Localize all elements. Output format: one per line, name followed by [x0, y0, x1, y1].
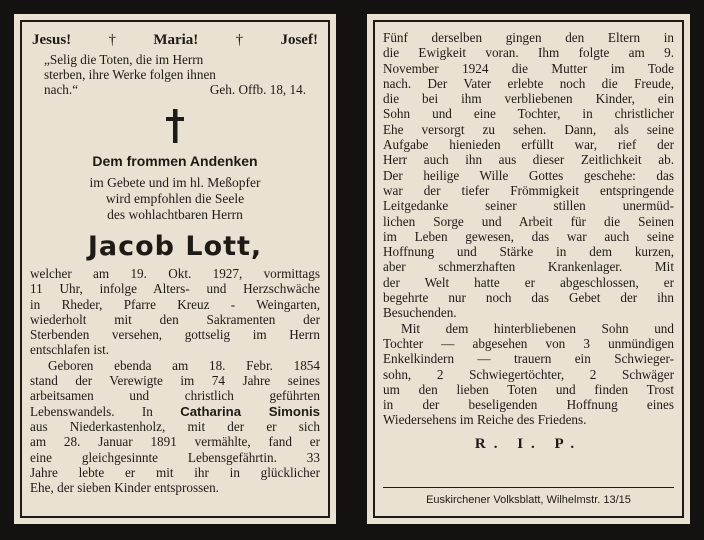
text-line: am 28. Januar 1891 vermählte, fand er [30, 434, 320, 450]
text-line: aber schmerzhaften Krankenlager. Mit [383, 259, 674, 275]
text-line: Hoffnung und Stärke in dem kurzen, [383, 244, 674, 260]
text-line: November 1924 die Mutter im Tode [383, 60, 674, 76]
text-line: war der tiefer Frömmigkeit entspringende [383, 182, 674, 198]
death-paragraph [30, 266, 320, 358]
text-line: wiederholt mit den Sakramenten der [30, 311, 320, 327]
right-page [367, 14, 690, 524]
deceased-name: Jacob Lott, [87, 231, 263, 262]
invocation-line [32, 30, 318, 50]
invocation-josef: Josef! [280, 31, 318, 48]
text-line: eine gleichgesinnte Lebensgefährtin. 33 [30, 449, 320, 465]
text-line: Sterbenden versehen, gottselig im Herrn [30, 327, 320, 343]
left-page-frame [20, 20, 330, 518]
text-line: nach. Der Vater erlebte noch die Freude, [383, 75, 674, 91]
left-page [14, 14, 336, 524]
quote-line: nach.“ [44, 82, 79, 97]
text-line: Leitgedanke seiner stillen unermüd- [383, 198, 674, 214]
text-line: Aufgabe hienieden erfüllt war, rief der [383, 137, 674, 153]
scripture-quote [44, 52, 320, 97]
printer-rule [383, 487, 674, 488]
text-line: Sohn und eine Tochter, in christlicher [383, 106, 674, 122]
intro-block [30, 175, 320, 223]
text-line: 11 Uhr, infolge Alters- und Herzschwäche [30, 281, 320, 297]
text-line: Geboren ebenda am 18. Febr. 1854 [48, 357, 320, 373]
text-line: Tochter — abgesehen von 3 unmündigen [383, 335, 674, 351]
life-paragraph [30, 358, 320, 496]
text-line: welcher am 19. Okt. 1927, vormittags [30, 266, 320, 281]
text-line: im Leben gewesen, das war auch seine [383, 228, 674, 244]
text-line: lichen Sorge und Arbeit für die Seinen [383, 213, 674, 229]
quote-reference: Geh. Offb. 18, 14. [209, 82, 306, 97]
text-line: Jahre lebte er mit ihr in glücklicher [30, 464, 320, 480]
text-line: sohn, 2 Schwiegertöchter, 2 Schwäger [383, 366, 674, 382]
text-line: aus Niederkastenholz, mit der er sich [30, 418, 320, 434]
printer-imprint: Euskirchener Volksblatt, Wilhelmstr. 13/15 [426, 494, 631, 506]
mourners-paragraph [383, 321, 674, 428]
text-line: begehrte nur noch das Gebet der ihn [383, 290, 674, 306]
invocation-jesus: Jesus! [32, 31, 72, 48]
right-page-frame [373, 20, 684, 518]
text-line: Der heilige Wille Gottes geschehe: das [383, 167, 674, 183]
text-line-with-wife [30, 404, 320, 419]
text-line: Fünf derselben gingen den Eltern in [383, 30, 674, 45]
left-page-content [30, 30, 320, 508]
text-line: Enkelkindern — trauern ein Schwieger- [383, 351, 674, 367]
family-paragraph [383, 30, 674, 321]
text-line: die bei ihm verbliebenen Kinder, ein [383, 91, 674, 107]
text-line: Ehe versorgt zu sehen. Dann, als seine [383, 121, 674, 137]
cross-glyph-1: † [108, 31, 116, 48]
intro-line: im Gebete und im hl. Meßopfer [89, 175, 261, 190]
intro-line: des wohlachtbaren Herrn [107, 207, 243, 222]
text-line: Herr auch ihn aus dieser Zeitlichkeit ab. [383, 152, 674, 168]
text-line: Ehe, der sieben Kinder entsprossen. [30, 480, 219, 496]
text-line: die Ewigkeit voran. Ihm folgte am 9. [383, 45, 674, 61]
text-line: arbeitsamen und christlich geführten [30, 388, 320, 404]
text-line: der Welt hatte er abgeschlossen, er [383, 274, 674, 290]
cross-icon [30, 109, 320, 143]
text-line: in Rheder, Pfarre Kreuz - Weingarten, [30, 296, 320, 312]
heading-memory: Dem frommen Andenken [92, 153, 258, 169]
text-line: stand der Verewigte im 74 Jahre seines [30, 373, 320, 389]
text-line: Mit dem hinterbliebenen Sohn und [401, 320, 674, 336]
text-line: um den lieben Toten und finden Trost [383, 381, 674, 397]
text-line: in der beseligenden Hoffnung eines [383, 397, 674, 413]
text-line: Besuchenden. [383, 305, 457, 321]
quote-line: „Selig die Toten, die im Herrn [44, 52, 204, 67]
wife-name: Catharina Simonis [180, 403, 320, 419]
cross-glyph-2: † [235, 31, 244, 48]
intro-line: wird empfohlen die Seele [105, 191, 245, 206]
right-page-content [383, 30, 674, 508]
rip-inscription: R. I. P. [474, 435, 583, 452]
text-line: entschlafen ist. [30, 342, 110, 358]
text-segment: Lebenswandels. In [30, 403, 153, 419]
invocation-maria: Maria! [153, 31, 199, 48]
text-line: Wiedersehens im Reiche des Friedens. [383, 412, 587, 428]
quote-line: sterben, ihre Werke folgen ihnen [44, 67, 216, 82]
